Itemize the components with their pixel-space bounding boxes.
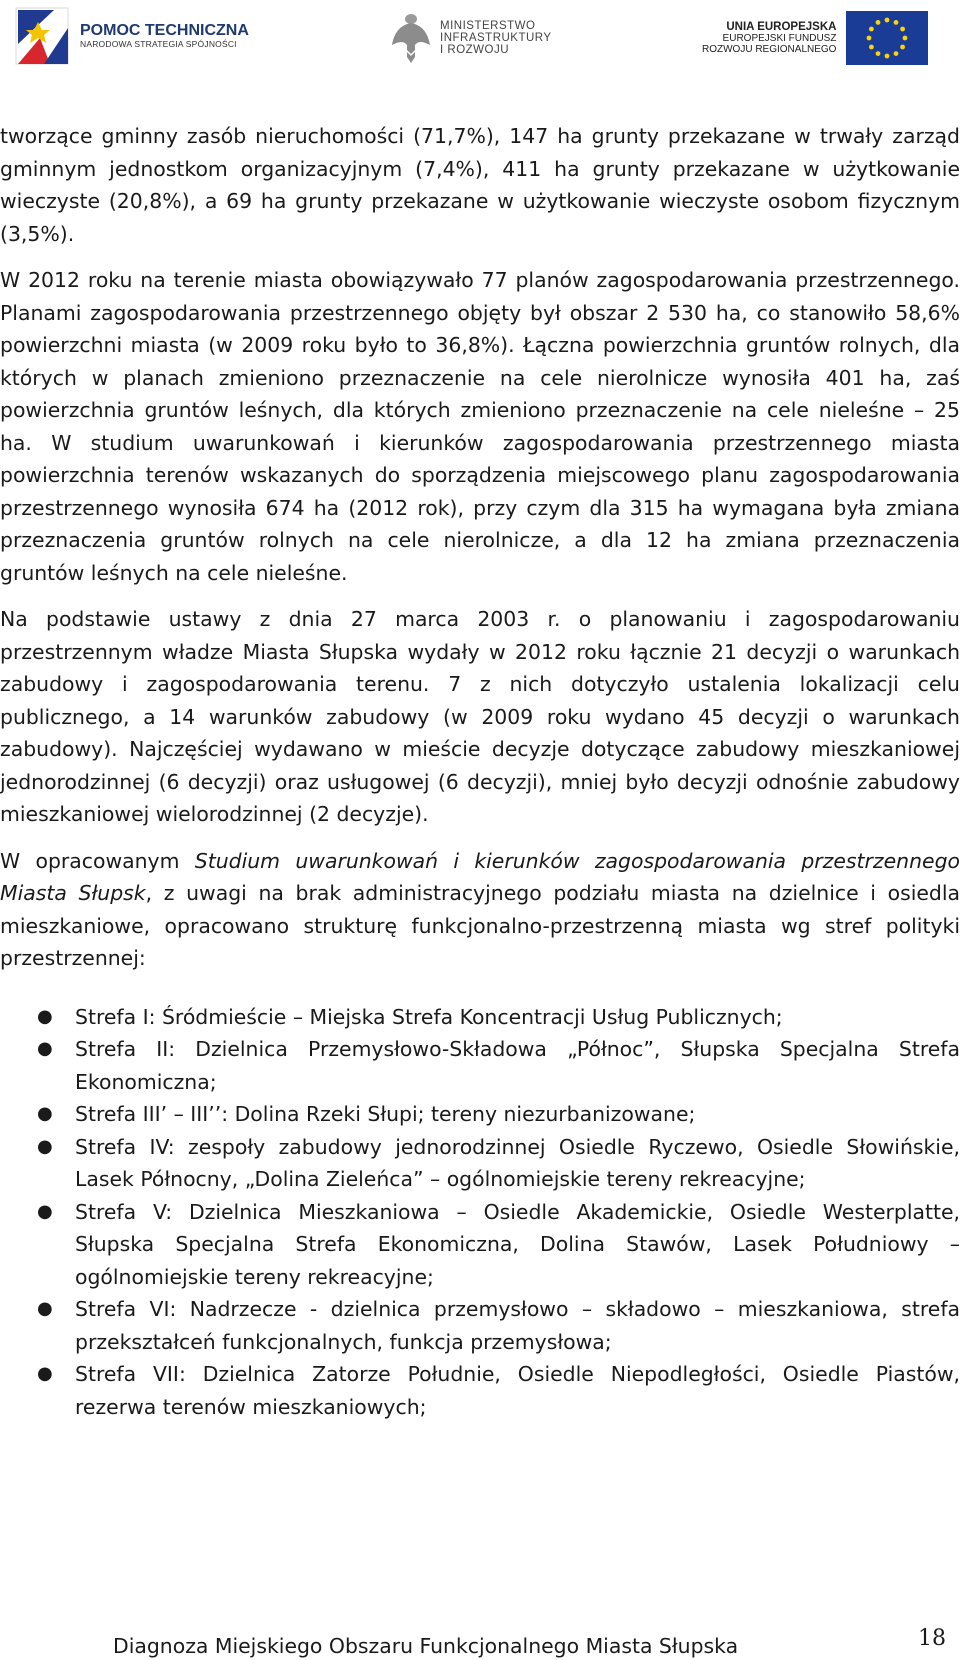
page-number: 18: [918, 1626, 946, 1651]
ue-line-1: UNIA EUROPEJSKA: [726, 20, 837, 33]
list-item-text: Strefa I: Śródmieście – Miejska Strefa Koncentracji Usług Publicznych;: [75, 1004, 783, 1029]
pomoc-techniczna-title: POMOC TECHNICZNA: [80, 21, 249, 39]
ministerstwo-line-2: INFRASTRUKTURY: [440, 31, 552, 44]
page-footer: [0, 1626, 960, 1660]
ministerstwo-line-1: MINISTERSTWO: [440, 19, 536, 32]
document-body: [0, 120, 960, 1423]
ue-line-3: ROZWOJU REGIONALNEGO: [702, 44, 837, 56]
list-item-text: Strefa II: Dzielnica Przemysłowo-Składowa „Północ”, Słupska Specjalna Strefa Ekonomiczna;: [75, 1037, 960, 1094]
zoning-lead-text: W opracowanym: [0, 848, 195, 873]
page-header: [0, 0, 960, 80]
bullet-icon: ●: [37, 1363, 53, 1384]
list-item-text: Strefa VII: Dzielnica Zatorze Południe, Osiedle Niepodległości, Osiedle Piastów, rezerwa terenów mieszkaniowych;: [75, 1362, 960, 1419]
list-item: [0, 1358, 960, 1423]
list-item: [0, 1196, 960, 1294]
list-item-text: Strefa IV: zespoły zabudowy jednorodzinnej Osiedle Ryczewo, Osiedle Słowińskie, Lasek Północny, „Dolina Zieleńca” – ogólnomiejskie tereny rekreacyjne;: [75, 1134, 960, 1191]
eagle-emblem-icon: [390, 11, 432, 65]
list-item: [0, 1131, 960, 1196]
bullet-icon: ●: [37, 1103, 53, 1124]
list-item-text: Strefa III’ – III’’: Dolina Rzeki Słupi; tereny niezurbanizowane;: [75, 1102, 696, 1126]
paragraph-land-shares: tworzące gminny zasób nieruchomości (71,7%), 147 ha grunty przekazane w trwały zarząd gminnym jednostkom organizacyjnym (7,4%), 411 ha grunty przekazane w użytkowanie wieczyste (20,8%), a 69 ha grunty przekazane w użytkowanie wieczyste osobom fizycznym (3,5%).: [0, 124, 960, 246]
pomoc-techniczna-subtitle: NARODOWA STRATEGIA SPÓJNOŚCI: [80, 38, 237, 49]
ue-line-2: EUROPEJSKI FUNDUSZ: [722, 33, 837, 45]
paragraph-spatial-plans: W 2012 roku na terenie miasta obowiązywało 77 planów zagospodarowania przestrzennego. Planami zagospodarowania przestrzennego objęty był obszar 2 530 ha, co stanowiło 58,6% powierzchni miasta (w 2009 roku było to 36,8%). Łączna powierzchnia gruntów rolnych, dla których w planach zmieniono przeznaczenie na cele nierolnicze wynosiła 401 ha, zaś powierzchnia gruntów leśnych, dla których zmieniono przeznaczenie na cele nieleśne – 25 ha. W studium uwarunkowań i kierunków zagospodarowania przestrzennego miasta powierzchnia terenów wskazanych do sporządzenia miejscowego planu zagospodarowania przestrzennego wynosiła 674 ha (2012 rok), przy czym dla 315 ha wymagana była zmiana przeznaczenia gruntów rolnych na cele nierolnicze, a dla 12 ha zmiana przeznaczenia gruntów leśnych na cele nieleśne.: [0, 268, 960, 585]
pomoc-techniczna-emblem-icon: [14, 4, 72, 68]
paragraph-building-decisions: Na podstawie ustawy z dnia 27 marca 2003 r. o planowaniu i zagospodarowaniu przestrzennym władze Miasta Słupska wydały w 2012 roku łącznie 21 decyzji o warunkach zabudowy i zagospodarowania terenu. 7 z nich dotyczyło ustalenia lokalizacji celu publicznego, a 14 warunków zabudowy (w 2009 roku wydano 45 decyzji o warunkach zabudowy). Najczęściej wydawano w mieście decyzje dotyczące zabudowy mieszkaniowej jednorodzinnej (6 decyzji) oraz usługowej (6 decyzji), mniej było decyzji odnośnie zabudowy mieszkaniowej wielorodzinnej (2 decyzje).: [0, 607, 960, 826]
bullet-icon: ●: [37, 1298, 53, 1319]
footer-title: Diagnoza Miejskiego Obszaru Funkcjonalnego Miasta Słupska: [113, 1634, 739, 1658]
ministerstwo-logo: [390, 10, 552, 66]
list-item: [0, 1001, 960, 1034]
bullet-icon: ●: [37, 1005, 53, 1027]
ministerstwo-line-3: I ROZWOJU: [440, 44, 510, 57]
list-item-text: Strefa VI: Nadrzecze - dzielnica przemysłowo – składowo – mieszkaniowa, strefa przekształceń funkcjonalnych, funkcja przemysłowa;: [75, 1297, 960, 1354]
bullet-icon: ●: [37, 1038, 53, 1059]
pomoc-techniczna-logo: [14, 4, 249, 68]
bullet-icon: ●: [37, 1135, 53, 1157]
zoning-rest-text: , z uwagi na brak administracyjnego podziału miasta na dzielnice i osiedla mieszkaniowe, opracowano strukturę funkcjonalno-przestrzenną miasta wg stref polityki przestrzennej:: [0, 881, 960, 970]
list-item-text: Strefa V: Dzielnica Mieszkaniowa – Osiedle Akademickie, Osiedle Westerplatte, Słupska Specjalna Strefa Ekonomiczna, Dolina Stawów, Lasek Południowy – ogólnomiejskie tereny rekreacyjne;: [75, 1199, 960, 1289]
eu-flag-icon: [846, 11, 928, 65]
list-item: [0, 1098, 960, 1131]
unia-europejska-logo: [702, 10, 928, 66]
studium-title-italic: Studium uwarunkowań i kierunków zagospodarowania przestrzennego Miasta Słupsk: [0, 848, 960, 905]
list-item: [0, 1293, 960, 1358]
bullet-icon: ●: [37, 1200, 53, 1222]
zones-list: [0, 1001, 960, 1424]
list-item: [0, 1033, 960, 1098]
paragraph-zoning-structure: [0, 845, 960, 975]
